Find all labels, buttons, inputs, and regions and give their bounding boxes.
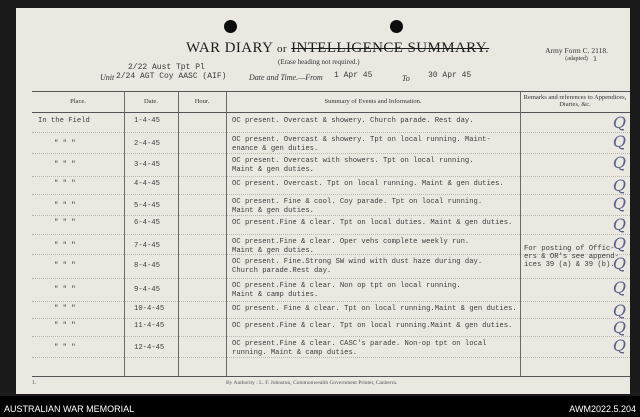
row-divider [32, 153, 630, 154]
row-summary-line-1: OC present.Fine & clear. CASC's parade. Non-op tpt on local [232, 340, 487, 348]
row-divider [32, 318, 630, 319]
row-summary-line-1: OC present. Overcast. Tpt on local running. Maint & gen duties. [232, 180, 504, 188]
war-diary-sheet [16, 8, 630, 394]
to-label: To [402, 74, 410, 83]
caption-left: AUSTRALIAN WAR MEMORIAL [4, 404, 135, 414]
remark-note-line-3: ices 39 (a) & 39 (b). [524, 261, 615, 269]
row-summary-line-2: Maint & camp duties. [232, 291, 319, 299]
row-date: 4-4-45 [134, 180, 160, 188]
row-place: " " " [54, 344, 76, 352]
row-initial-signature: Q [612, 132, 626, 151]
row-divider [32, 215, 630, 216]
row-place: " " " [54, 262, 76, 270]
row-summary-line-2: enance & gen duties. [232, 145, 319, 153]
row-initial-signature: Q [612, 301, 626, 320]
army-form-adapted: (adapted) [565, 56, 588, 62]
row-divider [32, 194, 630, 195]
row-divider [32, 234, 630, 235]
row-divider [32, 278, 630, 279]
row-place: In the Field [38, 117, 90, 125]
tick-mark: ¹ [593, 56, 598, 67]
title-or: or [276, 43, 287, 55]
header-summary: Summary of Events and Information. [324, 98, 422, 105]
erase-note: (Erase heading not required.) [278, 58, 360, 66]
caption-bar [0, 396, 640, 417]
row-initial-signature: Q [612, 254, 626, 273]
row-initial-signature: Q [612, 176, 626, 195]
row-summary-line-1: OC present.Fine & clear. Oper vehs complete weekly run. [232, 238, 470, 246]
row-date: 6-4-45 [134, 219, 160, 227]
row-summary-line-1: OC present. Overcast & showery. Tpt on local running. Maint- [232, 136, 491, 144]
row-summary-line-1: OC present.Fine & clear. Non op tpt on local running. [232, 282, 461, 290]
row-summary-line-2: running. Maint & camp duties. [232, 349, 358, 357]
remark-note-line-2: ers & OR's see append- [524, 253, 619, 261]
header-place: Place. [70, 98, 86, 105]
row-initial-signature: Q [612, 113, 626, 132]
row-date: 7-4-45 [134, 242, 160, 250]
row-summary-line-1: OC present.Fine & clear. Tpt on local duties. Maint & gen duties. [232, 219, 513, 227]
printer-footer: By Authority : L. F. Johnston, Commonwealth Government Printer, Canberra. [226, 380, 398, 386]
remark-note-line-1: For posting of Offic- [524, 245, 615, 253]
row-place: " " " [54, 322, 76, 330]
row-summary-line-2: Maint & gen duties. [232, 166, 314, 174]
footer-number: 1. [32, 380, 37, 386]
row-initial-signature: Q [612, 336, 626, 355]
row-summary-line-2: Maint & gen duties. [232, 207, 314, 215]
row-summary-line-2: Maint & gen duties. [232, 247, 314, 255]
row-divider [32, 176, 630, 177]
diary-table [32, 91, 630, 377]
row-date: 2-4-45 [134, 140, 160, 148]
row-place: " " " [54, 242, 76, 250]
punch-hole [224, 20, 237, 33]
row-place: " " " [54, 305, 76, 313]
unit-line-2: 2/24 AGT Coy AASC (AIF) [116, 72, 227, 81]
row-place: " " " [54, 161, 76, 169]
army-form-ref [545, 46, 608, 64]
row-initial-signature: Q [612, 234, 626, 253]
row-initial-signature: Q [612, 194, 626, 213]
row-initial-signature: Q [612, 278, 626, 297]
row-date: 12-4-45 [134, 344, 165, 352]
date-time-label: Date and Time.—From [249, 73, 323, 82]
row-divider [32, 336, 630, 337]
row-summary-line-1: OC present. Overcast with showers. Tpt on local running. [232, 157, 474, 165]
row-initial-signature: Q [612, 215, 626, 234]
form-title [186, 40, 489, 57]
caption-right: AWM2022.5.204 [569, 404, 636, 414]
unit-line-1: 2/22 Aust Tpt Pl [128, 63, 205, 72]
header-hour: Hour. [194, 98, 210, 105]
title-main: WAR DIARY [186, 40, 273, 56]
unit-label: Unit [100, 73, 115, 82]
row-date: 9-4-45 [134, 286, 160, 294]
row-initial-signature: Q [612, 318, 626, 337]
row-date: 8-4-45 [134, 262, 160, 270]
row-summary-line-1: OC present. Fine & clear. Tpt on local running.Maint & gen duties. [232, 305, 517, 313]
row-initial-signature: Q [612, 153, 626, 172]
row-date: 10-4-45 [134, 305, 165, 313]
row-summary-line-1: OC present. Fine.Strong SW wind with dust haze during day. [232, 258, 483, 266]
punch-hole [390, 20, 403, 33]
row-divider [32, 301, 630, 302]
row-summary-line-1: OC present.Fine & clear. Tpt on local running.Maint & gen duties. [232, 322, 513, 330]
row-place: " " " [54, 140, 76, 148]
header-date: Date. [144, 98, 158, 105]
row-summary-line-1: OC present. Fine & cool. Coy parade. Tpt on local running. [232, 198, 483, 206]
army-form-number: Army Form C. 2118. [545, 46, 608, 55]
row-summary-line-1: OC present. Overcast & showery. Church parade. Rest day. [232, 117, 474, 125]
title-struck: INTELLIGENCE SUMMARY. [291, 40, 490, 56]
row-date: 11-4-45 [134, 322, 165, 330]
row-place: " " " [54, 180, 76, 188]
row-place: " " " [54, 286, 76, 294]
row-divider [32, 132, 630, 133]
row-date: 3-4-45 [134, 161, 160, 169]
to-date: 30 Apr 45 [428, 71, 472, 80]
table-header [32, 92, 630, 113]
row-place: " " " [54, 219, 76, 227]
row-place: " " " [54, 202, 76, 210]
row-date: 1-4-45 [134, 117, 160, 125]
row-date: 5-4-45 [134, 202, 160, 210]
header-remarks: Remarks and references to Appendices, Diaries, &c. [523, 94, 627, 108]
row-summary-line-2: Church parade.Rest day. [232, 267, 332, 275]
from-date: 1 Apr 45 [334, 71, 373, 80]
